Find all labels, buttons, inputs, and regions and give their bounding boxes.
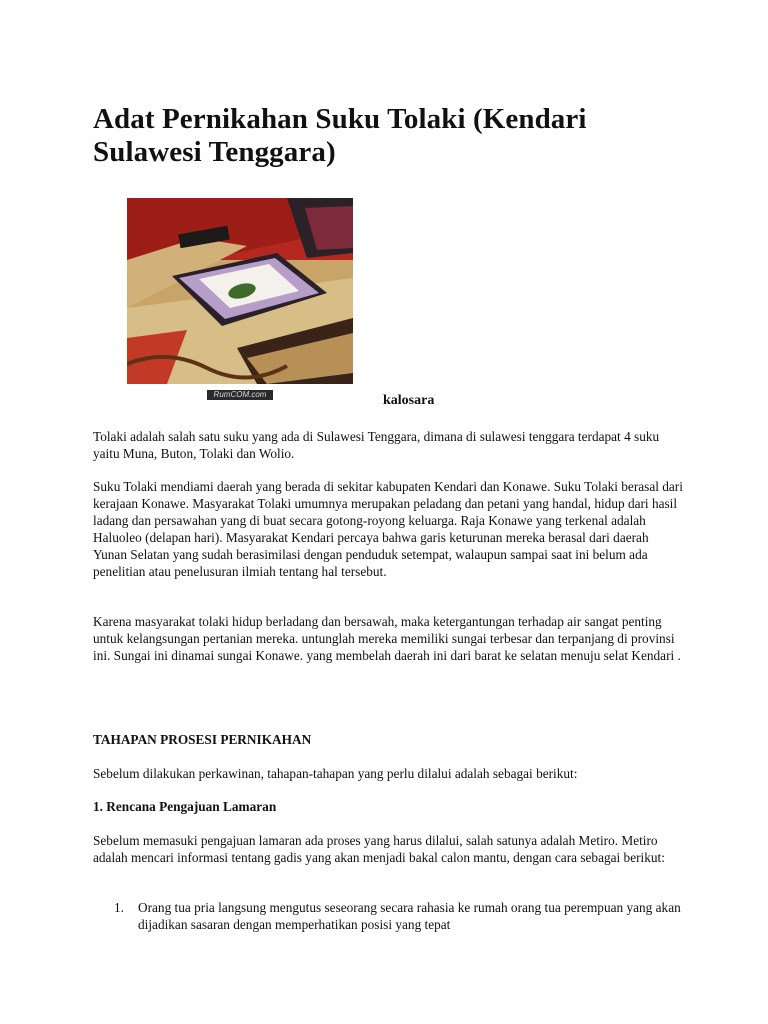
subsection-text: Sebelum memasuki pengajuan lamaran ada proses yang harus dilalui, salah satunya adalah Metiro. Metiro adalah mencari informasi tentang gadis yang akan menjadi bakal calon mantu, dengan cara sebagai berikut: xyxy=(93,833,665,865)
image-caption: kalosara xyxy=(383,393,435,408)
paragraph-river: Karena masyarakat tolaki hidup berladang dan bersawah, maka ketergantungan terhadap air sangat penting untuk kelangsungan pertanian mereka. untunglah mereka memiliki sungai terbesar dan terpanjang di provinsi ini. Sungai ini dinamai sungai Konawe. yang membelah daerah ini dari barat ke selatan menuju selat Kendari . xyxy=(93,614,681,663)
subsection-heading: 1. Rencana Pengajuan Lamaran xyxy=(93,799,277,814)
paragraph-intro: Tolaki adalah salah satu suku yang ada di Sulawesi Tenggara, dimana di sulawesi tenggara terdapat 4 suku yaitu Muna, Buton, Tolaki dan Wolio. xyxy=(93,429,660,461)
document-title: Adat Pernikahan Suku Tolaki (Kendari Sulawesi Tenggara) xyxy=(93,103,587,168)
kalosara-photo xyxy=(127,198,353,384)
image-watermark: RumCOM.com xyxy=(207,390,273,400)
paragraph-history: Suku Tolaki mendiami daerah yang berada di sekitar kabupaten Kendari dan Konawe. Suku Tolaki berasal dari kerajaan Konawe. Masyarakat Tolaki umumnya merupakan peladang dan petani yang handal, hidup dari hasil ladang dan persawahan yang di buat secara gotong-royong keluarga. Raja Konawe yang terkenal adalah Haluoleo (delapan hari). Masyarakat Kendari percaya bahwa garis keturunan mereka berasal dari daerah Yunan Selatan yang sudah berasimilasi dengan penduduk setempat, walaupun sampai saat ini belum ada penelitian atau penelusuran ilmiah tentang hal tersebut. xyxy=(93,479,683,579)
list-item-text: Orang tua pria langsung mengutus seseorang secara rahasia ke rumah orang tua perempuan yang akan dijadikan sasaran dengan memperhatikan posisi yang tepat xyxy=(138,900,681,932)
section-intro: Sebelum dilakukan perkawinan, tahapan-tahapan yang perlu dilalui adalah sebagai berikut: xyxy=(93,766,578,781)
section-heading: TAHAPAN PROSESI PERNIKAHAN xyxy=(93,732,312,747)
procedure-list xyxy=(93,899,683,933)
list-item xyxy=(93,899,683,933)
list-item-number: 1. xyxy=(114,900,124,915)
